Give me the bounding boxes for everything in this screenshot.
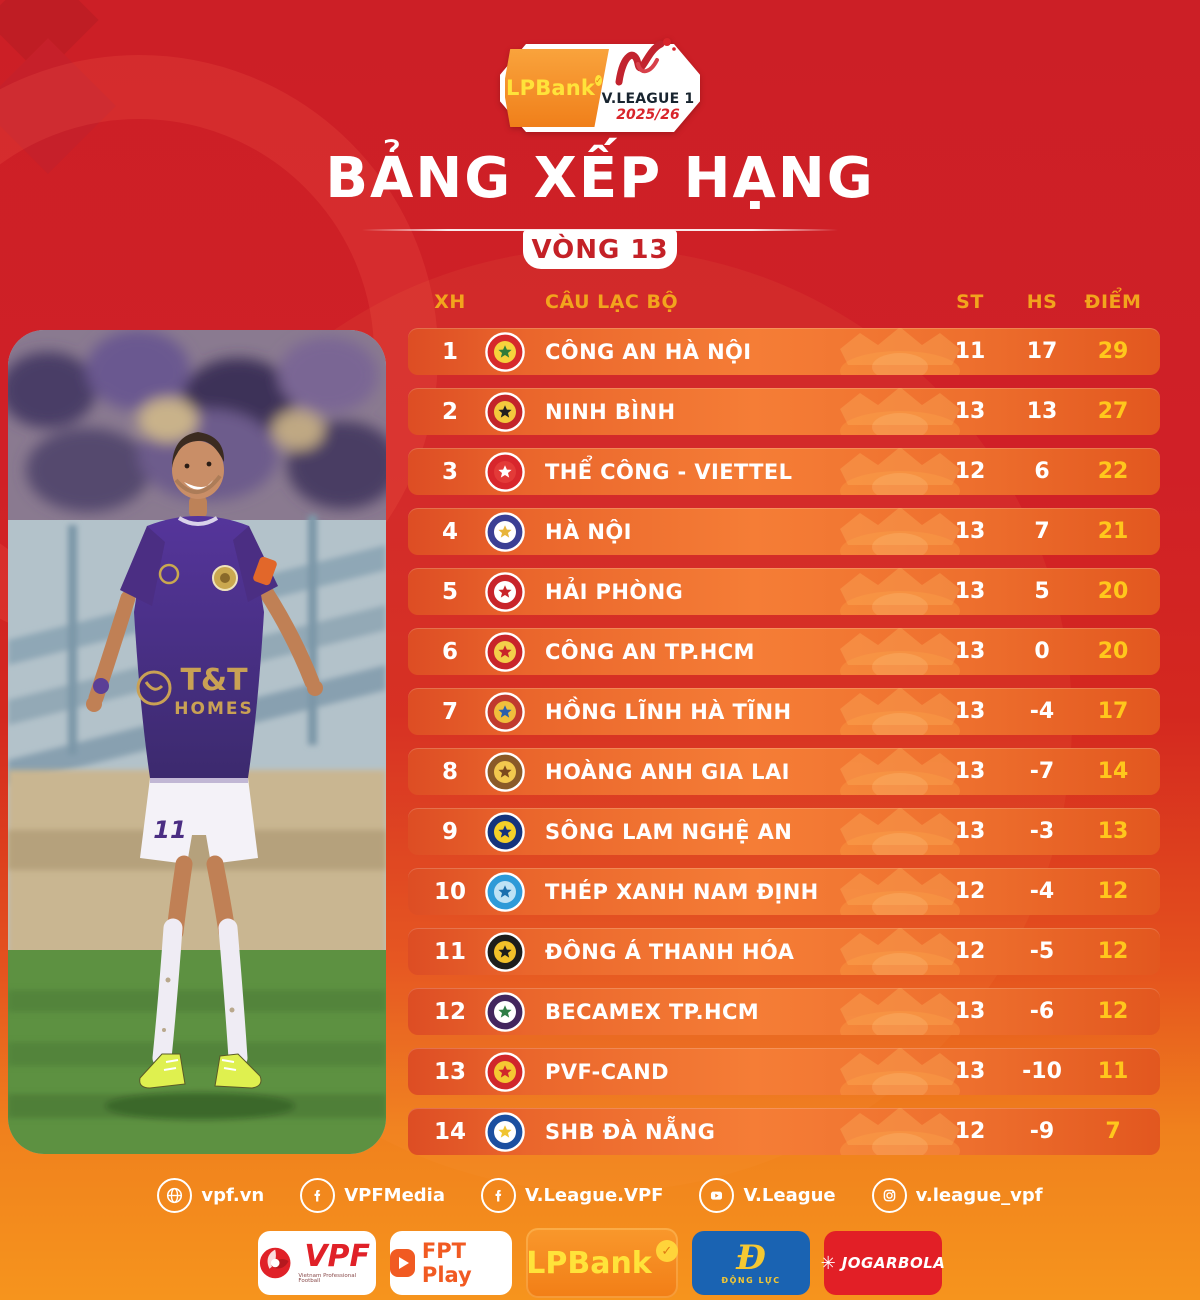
played-cell: 12 [954, 939, 986, 964]
club-logo [485, 692, 525, 732]
table-row [408, 448, 1160, 495]
fpt-play-wordmark: FPT Play [421, 1239, 472, 1287]
points-cell: 21 [1097, 519, 1129, 544]
club-name: SHB ĐÀ NẴNG [545, 1119, 716, 1144]
played-cell: 13 [954, 639, 986, 664]
facebook-icon [481, 1178, 516, 1213]
gd-cell: -3 [1029, 819, 1055, 844]
svg-text:T&T: T&T [180, 663, 248, 698]
table-header [408, 291, 1160, 315]
club-logo [485, 752, 525, 792]
youtube-icon [699, 1178, 734, 1213]
points-cell: 27 [1097, 399, 1129, 424]
vleague-lpbank-badge [500, 44, 700, 132]
social-links [0, 1178, 1200, 1213]
club-name: CÔNG AN TP.HCM [545, 639, 755, 664]
lpbank-wordmark: LPBank [526, 1245, 652, 1281]
gd-cell: -4 [1029, 879, 1055, 904]
column-header-rank: XH [434, 291, 466, 313]
points-cell: 29 [1097, 339, 1129, 364]
lpbank-wordmark: LPBank [506, 76, 596, 100]
lpbank-coin-icon: ✓ [595, 75, 602, 85]
social-item-facebook [300, 1178, 445, 1213]
club-name: HOÀNG ANH GIA LAI [545, 759, 790, 784]
table-row [408, 388, 1160, 435]
jogarbola-wordmark: JOGARBOLA [841, 1254, 946, 1272]
round-badge: VÒNG 13 [523, 230, 677, 269]
played-cell: 13 [954, 819, 986, 844]
points-cell: 14 [1097, 759, 1129, 784]
play-icon [390, 1249, 415, 1277]
points-cell: 12 [1097, 879, 1129, 904]
table-row [408, 988, 1160, 1035]
club-name: HẢI PHÒNG [545, 579, 684, 604]
page-title: BẢNG XẾP HẠNG [325, 146, 875, 211]
club-name: CÔNG AN HÀ NỘI [545, 339, 752, 364]
season-label: 2025/26 [616, 107, 680, 123]
table-row [408, 508, 1160, 555]
club-name: THỂ CÔNG - VIETTEL [545, 459, 793, 484]
club-name: HỒNG LĨNH HÀ TĨNH [545, 699, 792, 724]
club-logo [485, 992, 525, 1032]
table-row [408, 1048, 1160, 1095]
played-cell: 13 [954, 699, 986, 724]
vpf-ball-icon [258, 1245, 292, 1281]
gd-cell: -9 [1029, 1119, 1055, 1144]
column-header-played: ST [956, 291, 984, 313]
rank-cell: 4 [441, 518, 458, 545]
column-header-club: CÂU LẠC BỘ [545, 291, 679, 313]
vleague-swoosh-icon [608, 36, 684, 94]
points-cell: 11 [1097, 1059, 1129, 1084]
rank-cell: 2 [441, 398, 458, 425]
rank-cell: 6 [441, 638, 458, 665]
gd-cell: 0 [1034, 639, 1050, 664]
rank-cell: 14 [433, 1118, 466, 1145]
sponsor-fpt-play [390, 1231, 512, 1295]
table-row [408, 868, 1160, 915]
table-row [408, 748, 1160, 795]
played-cell: 12 [954, 1119, 986, 1144]
social-label: V.League [743, 1185, 836, 1206]
table-row [408, 1108, 1160, 1155]
social-item-instagram [872, 1178, 1043, 1213]
dong-luc-monogram: Đ [736, 1238, 766, 1278]
played-cell: 13 [954, 759, 986, 784]
social-item-youtube [699, 1178, 835, 1213]
table-row [408, 328, 1160, 375]
points-cell: 22 [1097, 459, 1129, 484]
lpbank-coin-icon: ✓ [656, 1240, 678, 1262]
svg-text:HOMES: HOMES [174, 699, 254, 719]
played-cell: 13 [954, 519, 986, 544]
gd-cell: -4 [1029, 699, 1055, 724]
club-logo [485, 632, 525, 672]
jogarbola-gear-icon: ✳ [820, 1252, 836, 1274]
gd-cell: -10 [1022, 1059, 1062, 1084]
sponsor-vpf [258, 1231, 376, 1295]
played-cell: 12 [954, 879, 986, 904]
rank-cell: 1 [441, 338, 458, 365]
club-name: PVF-CAND [545, 1059, 669, 1084]
column-header-goaldiff: HS [1026, 291, 1058, 313]
social-label: VPFMedia [344, 1185, 445, 1206]
played-cell: 12 [954, 459, 986, 484]
club-name: SÔNG LAM NGHỆ AN [545, 819, 793, 844]
facebook-icon [300, 1178, 335, 1213]
gd-cell: -6 [1029, 999, 1055, 1024]
rank-cell: 7 [441, 698, 458, 725]
club-logo [485, 572, 525, 612]
player-illustration [8, 330, 386, 1154]
rank-cell: 11 [433, 938, 466, 965]
social-label: v.league_vpf [915, 1185, 1043, 1206]
played-cell: 13 [954, 579, 986, 604]
rank-cell: 12 [433, 998, 466, 1025]
club-logo [485, 812, 525, 852]
social-item-facebook [481, 1178, 663, 1213]
gd-cell: 6 [1034, 459, 1050, 484]
club-logo [485, 932, 525, 972]
social-item-website [157, 1178, 264, 1213]
rank-cell: 5 [441, 578, 458, 605]
club-name: THÉP XANH NAM ĐỊNH [545, 879, 819, 904]
lpbank-logo [508, 44, 600, 132]
sponsor-logos [0, 1228, 1200, 1298]
column-header-points: ĐIỂM [1084, 291, 1142, 313]
vpf-wordmark: VPF [304, 1238, 371, 1274]
club-logo [485, 1052, 525, 1092]
played-cell: 13 [954, 1059, 986, 1084]
club-logo [485, 872, 525, 912]
points-cell: 12 [1097, 939, 1129, 964]
dong-luc-wordmark: ĐỘNG LỰC [721, 1276, 781, 1285]
club-logo [485, 332, 525, 372]
gd-cell: 7 [1034, 519, 1050, 544]
social-label: V.League.VPF [525, 1185, 664, 1206]
gd-cell: 17 [1026, 339, 1058, 364]
table-row [408, 928, 1160, 975]
table-row [408, 688, 1160, 735]
rank-cell: 8 [441, 758, 458, 785]
gd-cell: -5 [1029, 939, 1055, 964]
points-cell: 20 [1097, 639, 1129, 664]
club-logo [485, 452, 525, 492]
gd-cell: 13 [1026, 399, 1058, 424]
vleague-wordmark: V.LEAGUE 1 [601, 91, 695, 107]
table-row [408, 808, 1160, 855]
played-cell: 13 [954, 399, 986, 424]
sponsor-dong-luc [692, 1231, 810, 1295]
player-photo [8, 330, 386, 1154]
points-cell: 20 [1097, 579, 1129, 604]
club-logo [485, 392, 525, 432]
rank-cell: 10 [433, 878, 466, 905]
globe-icon [157, 1178, 192, 1213]
rank-cell: 9 [441, 818, 458, 845]
social-label: vpf.vn [201, 1185, 265, 1206]
club-logo [485, 512, 525, 552]
vpf-subtitle: Vietnam Professional Football [298, 1272, 357, 1284]
points-cell: 7 [1105, 1119, 1121, 1144]
played-cell: 13 [954, 999, 986, 1024]
sponsor-lpbank [526, 1228, 678, 1298]
points-cell: 12 [1097, 999, 1129, 1024]
sponsor-jogarbola [820, 1231, 946, 1295]
club-name: ĐÔNG Á THANH HÓA [545, 939, 795, 964]
points-cell: 17 [1097, 699, 1129, 724]
played-cell: 11 [954, 339, 986, 364]
club-name: NINH BÌNH [545, 399, 676, 424]
standings-rows [408, 328, 1160, 1155]
table-row [408, 628, 1160, 675]
rank-cell: 3 [441, 458, 458, 485]
gd-cell: -7 [1029, 759, 1055, 784]
club-name: HÀ NỘI [545, 519, 632, 544]
instagram-icon [872, 1178, 907, 1213]
points-cell: 13 [1097, 819, 1129, 844]
table-row [408, 568, 1160, 615]
rank-cell: 13 [433, 1058, 466, 1085]
svg-text:11: 11 [153, 816, 187, 844]
club-name: BECAMEX TP.HCM [545, 999, 760, 1024]
gd-cell: 5 [1034, 579, 1050, 604]
club-logo [485, 1112, 525, 1152]
